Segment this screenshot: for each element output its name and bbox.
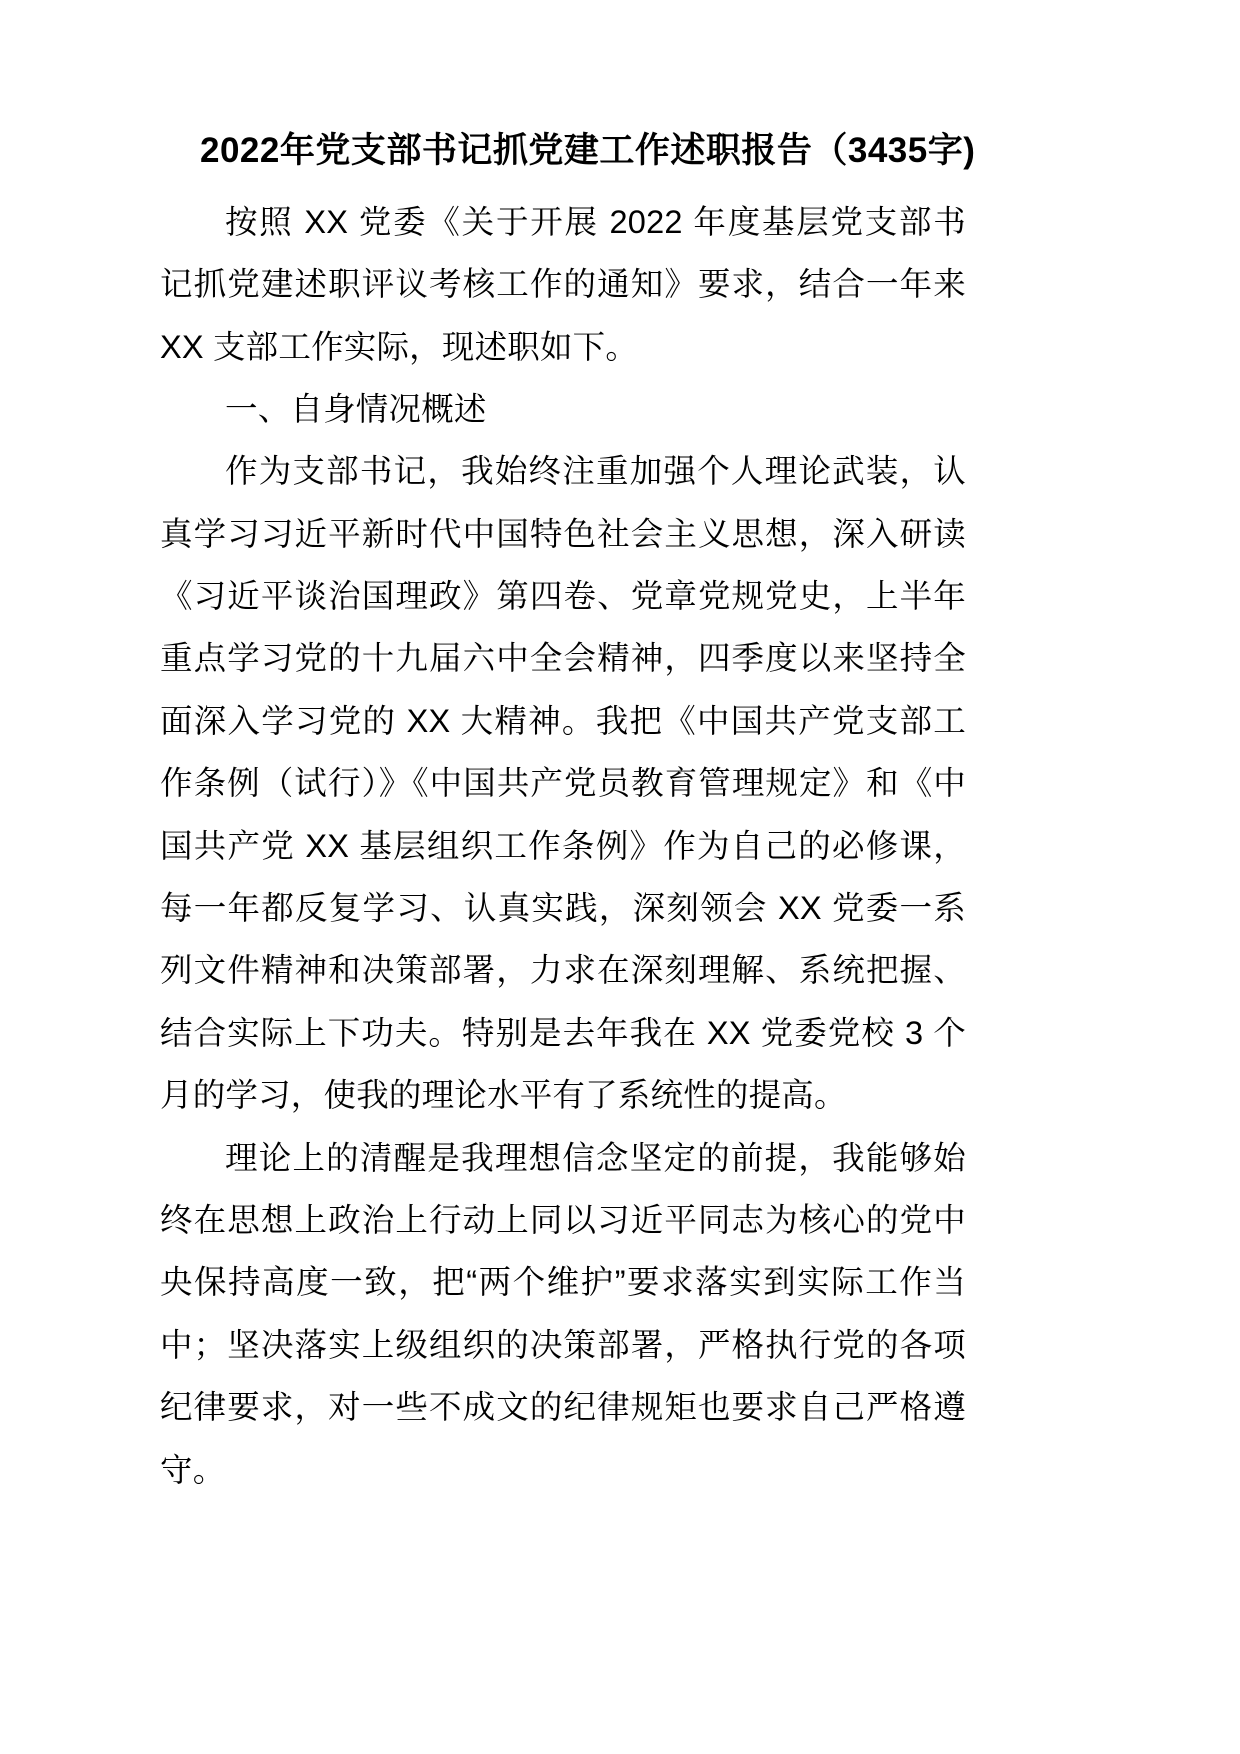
page-title: 2022年党支部书记抓党建工作述职报告（3435字): [200, 131, 976, 170]
document-content: [160, 126, 976, 1501]
paragraph-self-study: 作为支部书记，我始终注重加强个人理论武装，认真学习习近平新时代中国特色社会主义思想，深入研读《习近平谈治国理政》第四卷、党章党规党史，上半年重点学习党的十九届六中全会精神，四季度以来坚持全面深入学习党的 XX 大精神。我把《中国共产党支部工作条例（试行）》《中国共产党员教育管理规定》和《中国共产党 XX 基层组织工作条例》作为自己的必修课，每一年都反复学习、认真实践，深刻领会 XX 党委一系列文件精神和决策部署，力求在深刻理解、系统把握、结合实际上下功夫。特别是去年我在 XX 党委党校 3 个月的学习，使我的理论水平有了系统性的提高。: [160, 453, 966, 1114]
section-heading-1: 一、自身情况概述: [225, 390, 487, 427]
paragraph-intro: 按照 XX 党委《关于开展 2022 年度基层党支部书记抓党建述职评议考核工作的通知》要求，结合一年来 XX 支部工作实际，现述职如下。: [160, 203, 966, 365]
paragraph-ideals-beliefs: 理论上的清醒是我理想信念坚定的前提，我能够始终在思想上政治上行动上同以习近平同志为核心的党中央保持高度一致，把“两个维护”要求落实到实际工作当中；坚决落实上级组织的决策部署，严格执行党的各项纪律要求，对一些不成文的纪律规矩也要求自己严格遵守。: [160, 1139, 966, 1488]
